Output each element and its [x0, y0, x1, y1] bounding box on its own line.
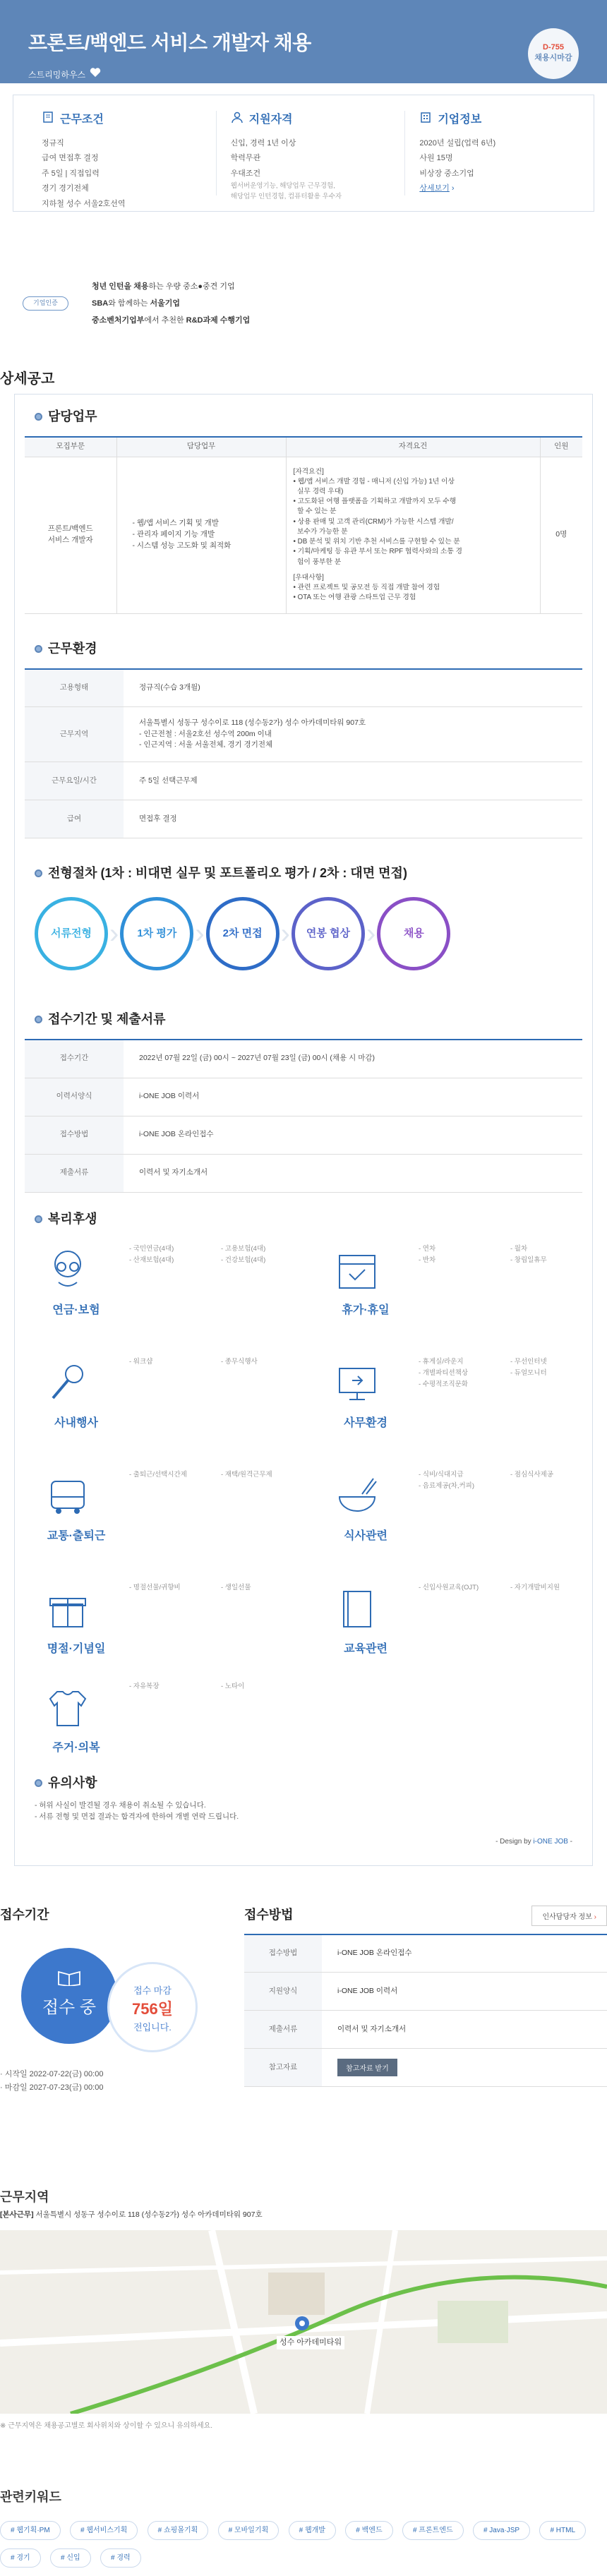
summary-box	[13, 95, 594, 212]
location-caption: ※ 근무지역은 채용공고별로 회사위치와 상이할 수 있으니 유의하세요.	[0, 2422, 213, 2431]
summary-conditions	[28, 111, 217, 208]
summary-sub: 웹서버운영기능, 해당업무 근무경험,	[230, 182, 335, 191]
building-icon	[419, 111, 432, 129]
table-header: 지원양식	[244, 1973, 322, 2011]
calendar-icon	[334, 1247, 380, 1294]
process-step: 연봉 협상	[292, 897, 365, 970]
certification-badges	[0, 272, 607, 330]
design-credit: - Design by i-ONE JOB -	[495, 1837, 572, 1846]
bowl-icon	[334, 1473, 380, 1519]
download-reference-button[interactable]: 참고자료 받기	[337, 2059, 397, 2076]
welfare-label: 연금·보험	[52, 1304, 100, 1316]
process-step: 채용	[377, 897, 450, 970]
summary-item: 정규직	[42, 139, 64, 148]
welfare-label: 사내행사	[54, 1416, 98, 1429]
notice-title: 유의사항	[35, 1774, 582, 1793]
apply-method-title: 접수방법	[244, 1907, 294, 1922]
duty-count: 0명	[540, 457, 582, 613]
table-cell: i-ONE JOB 온라인접수	[322, 1934, 607, 1973]
keywords-title: 관련키워드	[0, 2490, 61, 2505]
duty-requirements: [자격요건] • 웹/앱 서비스 개발 경험 - 매니저 (신입 가능) 1년 이상 실무 경력 우대) • 고도화된 여행 플랫폼을 기획하고 개발까지 모두 수행 할 수 있는 분 • 상용 판매 및 고객 관리(CRM)가 가능한 시스템 개발/ 보수가 가능한 분 • DB 분석 및 위치 기반 추천 서비스를 구현할 수 있는 분 • 기획/마케팅 등 유관 부서 또는 RPF 협력사와의 소통 경 험이 풍부한 분 [우대사항] • 관련 프로젝트 및 공모전 등 직접 개발 참여 경험 • OTA 또는 여행 관광 스타트업 근무 경험	[286, 457, 540, 613]
welfare-tag: - 듀얼모니터	[510, 1368, 547, 1377]
duty-tasks: - 웹/앱 서비스 기획 및 개발 - 관리자 페이지 기능 개발 - 시스템 성능 고도화 및 최적화	[116, 457, 286, 613]
summary-item: 사원 15명	[419, 154, 453, 163]
process-step: 서류전형	[35, 897, 108, 970]
welfare-grid	[35, 1244, 582, 1754]
welfare-tag: - 수평적조직문화	[419, 1380, 469, 1388]
table-cell: 2022년 07월 22일 (금) 00시 ~ 2027년 07월 23일 (금) 00시 (채용 시 마감)	[124, 1040, 582, 1078]
summary-item: 비상장 중소기업	[419, 169, 474, 178]
keyword-tag[interactable]: # Java·JSP	[473, 2521, 530, 2540]
book-icon	[334, 1586, 380, 1632]
keyword-tag[interactable]: # 웹서비스기획	[70, 2521, 138, 2540]
duty-table	[25, 436, 582, 614]
keyword-tag[interactable]: # HTML	[539, 2521, 586, 2540]
job-title: 프론트/백엔드 서비스 개발자 채용	[28, 32, 311, 54]
welfare-transport	[44, 1470, 327, 1576]
welfare-label: 교육관련	[344, 1642, 387, 1655]
apply-method-table	[244, 1934, 607, 2088]
table-cell: i-ONE JOB 이력서	[124, 1078, 582, 1116]
detail-box	[14, 394, 593, 1866]
dday-badge	[528, 28, 579, 79]
location-title: 근무지역	[0, 2189, 49, 2204]
table-cell: 이력서 및 자기소개서	[124, 1154, 582, 1192]
bullet-icon	[35, 1016, 42, 1023]
process-steps	[35, 897, 582, 970]
welfare-tag: - 음료제공(차,커피)	[419, 1481, 475, 1490]
keyword-tag[interactable]: # 웹개발	[289, 2521, 336, 2540]
summary-item: 지하철 성수 서울2호선역	[42, 199, 126, 208]
deadline-sub: 전입니다.	[133, 2022, 172, 2033]
bus-icon	[44, 1473, 91, 1519]
table-header: 이력서양식	[25, 1078, 124, 1116]
process-title: 전형절차 (1차 : 비대면 실무 및 포트폴리오 평가 / 2차 : 대면 면접)	[35, 864, 582, 883]
process-step: 1차 평가	[120, 897, 193, 970]
welfare-tag: - 식비/식대지급	[419, 1470, 464, 1479]
table-header: 접수방법	[25, 1116, 124, 1154]
welfare-meal	[334, 1470, 607, 1576]
welfare-tag: - 명절선물/귀향비	[129, 1583, 181, 1591]
welfare-housing	[44, 1682, 327, 1754]
company-link[interactable]: 스트리밍하우스	[28, 69, 86, 80]
table-header: 제출서류	[244, 2011, 322, 2049]
cert-line: SBA와 함께하는 서울기업	[92, 299, 180, 308]
deadline-label: 접수 마감	[133, 1985, 172, 1996]
welfare-tag: - 신입사원교육(OJT)	[419, 1583, 479, 1591]
welfare-tag: - 연차	[419, 1244, 436, 1253]
summary-item: 경기 경기전체	[42, 184, 89, 193]
person-icon	[231, 111, 244, 129]
summary-qualification-title: 지원자격	[248, 114, 293, 126]
chevron-right-icon: ›	[280, 918, 290, 949]
table-header: 근무지역	[25, 707, 124, 762]
table-cell: 이력서 및 자기소개서	[322, 2011, 607, 2049]
table-header: 고용형태	[25, 669, 124, 707]
gift-icon	[44, 1586, 91, 1632]
cert-line: 청년 인턴을 채용하는 우량 중소●중견 기업	[92, 282, 235, 291]
table-header: 참고자료	[244, 2049, 322, 2087]
duty-dept: 프론트/백엔드 서비스 개발자	[25, 457, 116, 613]
company-name[interactable]	[28, 68, 607, 81]
period-title: 접수기간 및 제출서류	[35, 1010, 582, 1029]
welfare-tag: - 창립일휴무	[510, 1256, 547, 1264]
keyword-tag[interactable]: # 신입	[50, 2548, 91, 2568]
chevron-right-icon: ›	[195, 918, 205, 949]
bullet-icon	[35, 869, 42, 877]
welfare-tag: - 휴게실/라운지	[419, 1357, 464, 1366]
microphone-icon	[44, 1360, 91, 1407]
keyword-tag[interactable]: # 쇼핑몰기획	[148, 2521, 209, 2540]
keyword-tag[interactable]: # 프론트엔드	[402, 2521, 464, 2540]
welfare-label: 교통·출퇴근	[47, 1529, 106, 1542]
shirt-icon	[44, 1685, 91, 1731]
table-header: 접수기간	[25, 1040, 124, 1078]
welfare-office	[334, 1357, 607, 1463]
bullet-icon	[35, 1215, 42, 1223]
deadline-circle	[107, 1962, 198, 2052]
bullet-icon	[35, 413, 42, 421]
chevron-right-icon: ›	[109, 918, 119, 949]
welfare-pension	[44, 1244, 327, 1350]
summary-item: 학력무관	[230, 154, 261, 163]
welfare-holiday	[44, 1583, 327, 1689]
welfare-tag: - 노타이	[221, 1682, 245, 1690]
notice-text: - 허위 사실이 발견될 경우 채용이 취소될 수 있습니다. - 서류 전형 및 면접 결과는 합격자에 한하여 개별 연락 드립니다.	[35, 1800, 239, 1822]
notice-section	[25, 1774, 582, 1851]
welfare-tag: - 재택/원격근무제	[221, 1470, 272, 1479]
welfare-title: 복리후생	[35, 1210, 582, 1229]
status-text: 접수 중	[42, 1997, 97, 2017]
dday-count: D-755	[543, 43, 564, 52]
document-icon	[42, 111, 54, 129]
env-table	[25, 668, 582, 839]
keyword-tag[interactable]: # 경력	[100, 2548, 141, 2568]
welfare-vacation	[334, 1244, 607, 1350]
deadline-days: 756일	[132, 2000, 173, 2018]
company-detail-link[interactable]: 상세보기	[419, 184, 450, 193]
keyword-tag[interactable]: # 웹기획·PM	[0, 2521, 61, 2540]
welfare-tag: - 고용보험(4대)	[221, 1244, 266, 1253]
map-label: 성수 아카데미타워	[277, 2336, 344, 2349]
welfare-tag: - 국민연금(4대)	[129, 1244, 174, 1253]
welfare-tag: - 생일선물	[221, 1583, 251, 1591]
welfare-tag: - 산재보험(4대)	[129, 1256, 174, 1264]
process-step: 2차 면접	[206, 897, 280, 970]
status-circle	[21, 1948, 117, 2044]
period-table	[25, 1039, 582, 1193]
summary-company: 기업정보 2020년 설립(업력 6년) 사원 15명 비상장 중소기업 상세보기 ›	[405, 111, 594, 195]
table-header: 담당업무	[116, 437, 286, 457]
welfare-events	[44, 1357, 327, 1463]
table-cell: 정규직(수습 3개월)	[124, 669, 582, 707]
welfare-tag: - 건강보험(4대)	[221, 1256, 266, 1264]
hr-info-button[interactable]: 인사담당자 정보 ›	[531, 1906, 607, 1926]
bullet-icon	[35, 1779, 42, 1787]
table-cell: 면접후 결정	[124, 800, 582, 838]
welfare-tag: - 점심식사제공	[510, 1470, 553, 1479]
summary-item: 우대조건	[230, 169, 261, 178]
welfare-label: 식사관련	[344, 1529, 387, 1542]
keyword-tag[interactable]: # 경기	[0, 2548, 41, 2568]
welfare-label: 명절·기념일	[47, 1642, 106, 1655]
welfare-tag: - 출퇴근/선택시간제	[129, 1470, 187, 1479]
location-section	[0, 2188, 607, 2432]
welfare-label: 휴가·휴일	[342, 1304, 390, 1316]
table-cell: 주 5일 선택근무제	[124, 762, 582, 800]
table-header: 자격요건	[286, 437, 540, 457]
table-header: 모집부문	[25, 437, 116, 457]
duty-title: 담당업무	[35, 407, 582, 426]
welfare-tag: - 워크샵	[129, 1357, 153, 1366]
welfare-education	[334, 1583, 607, 1689]
welfare-tag: - 개별파티션책상	[419, 1368, 469, 1377]
summary-sub: 해당업무 인턴경험, 컴퓨터활용 우수자	[230, 192, 342, 200]
end-date: · 마감일 2027-07-23(금) 00:00	[0, 2083, 104, 2093]
map[interactable]	[0, 2230, 607, 2414]
summary-qualification	[217, 111, 406, 200]
location-address: [본사근무] 서울특별시 성동구 성수이로 118 (성수동2가) 성수 아카데미타워 907호	[0, 2210, 263, 2219]
dday-sub: 채용시마감	[534, 54, 572, 63]
welfare-tag: - 종무식행사	[221, 1357, 258, 1366]
summary-item: 신입, 경력 1년 이상	[230, 139, 296, 148]
start-date: · 시작일 2022-07-22(금) 00:00	[0, 2069, 104, 2078]
keywords-section	[0, 2488, 607, 2576]
keyword-tag[interactable]: # 모바일기획	[218, 2521, 280, 2540]
keyword-tag[interactable]: # 백엔드	[345, 2521, 392, 2540]
summary-item: 급여 면접후 결정	[42, 154, 99, 163]
welfare-label: 사무환경	[344, 1416, 387, 1429]
job-header	[0, 0, 607, 83]
monitor-icon	[334, 1360, 380, 1407]
welfare-tag: - 반차	[419, 1256, 436, 1264]
apply-section	[0, 1906, 607, 2188]
apply-period-title: 접수기간	[0, 1907, 49, 1922]
table-cell: 서울특별시 성동구 성수이로 118 (성수동2가) 성수 아카데미타워 907호 - 인근전철 : 서울2호선 성수역 200m 이내 - 인근지역 : 서울 서울전체, 경기 경기전체	[124, 707, 582, 762]
summary-conditions-title: 근무조건	[60, 114, 104, 126]
table-header: 제출서류	[25, 1154, 124, 1192]
cert-line: 중소벤처기업부에서 추천한 R&D과제 수행기업	[92, 316, 251, 325]
table-header: 접수방법	[244, 1934, 322, 1973]
bullet-icon	[35, 645, 42, 653]
summary-item: 주 5일 | 직접입력	[42, 169, 100, 178]
table-header: 근무요일/시간	[25, 762, 124, 800]
table-cell: i-ONE JOB 이력서	[322, 1973, 607, 2011]
detail-heading: 상세공고	[0, 371, 55, 387]
summary-item: 2020년 설립(업력 6년)	[419, 139, 496, 148]
welfare-label: 주거·의복	[52, 1741, 100, 1754]
welfare-tag: - 자유복장	[129, 1682, 160, 1690]
welfare-tag: - 자기개발비지원	[510, 1583, 560, 1591]
glasses-icon	[44, 1247, 91, 1294]
summary-company-title: 기업정보	[438, 114, 482, 126]
table-cell: i-ONE JOB 온라인접수	[124, 1116, 582, 1154]
env-title: 근무환경	[35, 639, 582, 658]
welfare-tag: - 무선인터넷	[510, 1357, 547, 1366]
chevron-right-icon: ›	[366, 918, 376, 949]
cert-pill: 기업인증	[23, 296, 68, 311]
book-icon	[21, 1969, 117, 1990]
table-header: 급여	[25, 800, 124, 838]
table-header: 인원	[540, 437, 582, 457]
heart-icon[interactable]	[90, 68, 101, 81]
welfare-tag: - 월차	[510, 1244, 528, 1253]
